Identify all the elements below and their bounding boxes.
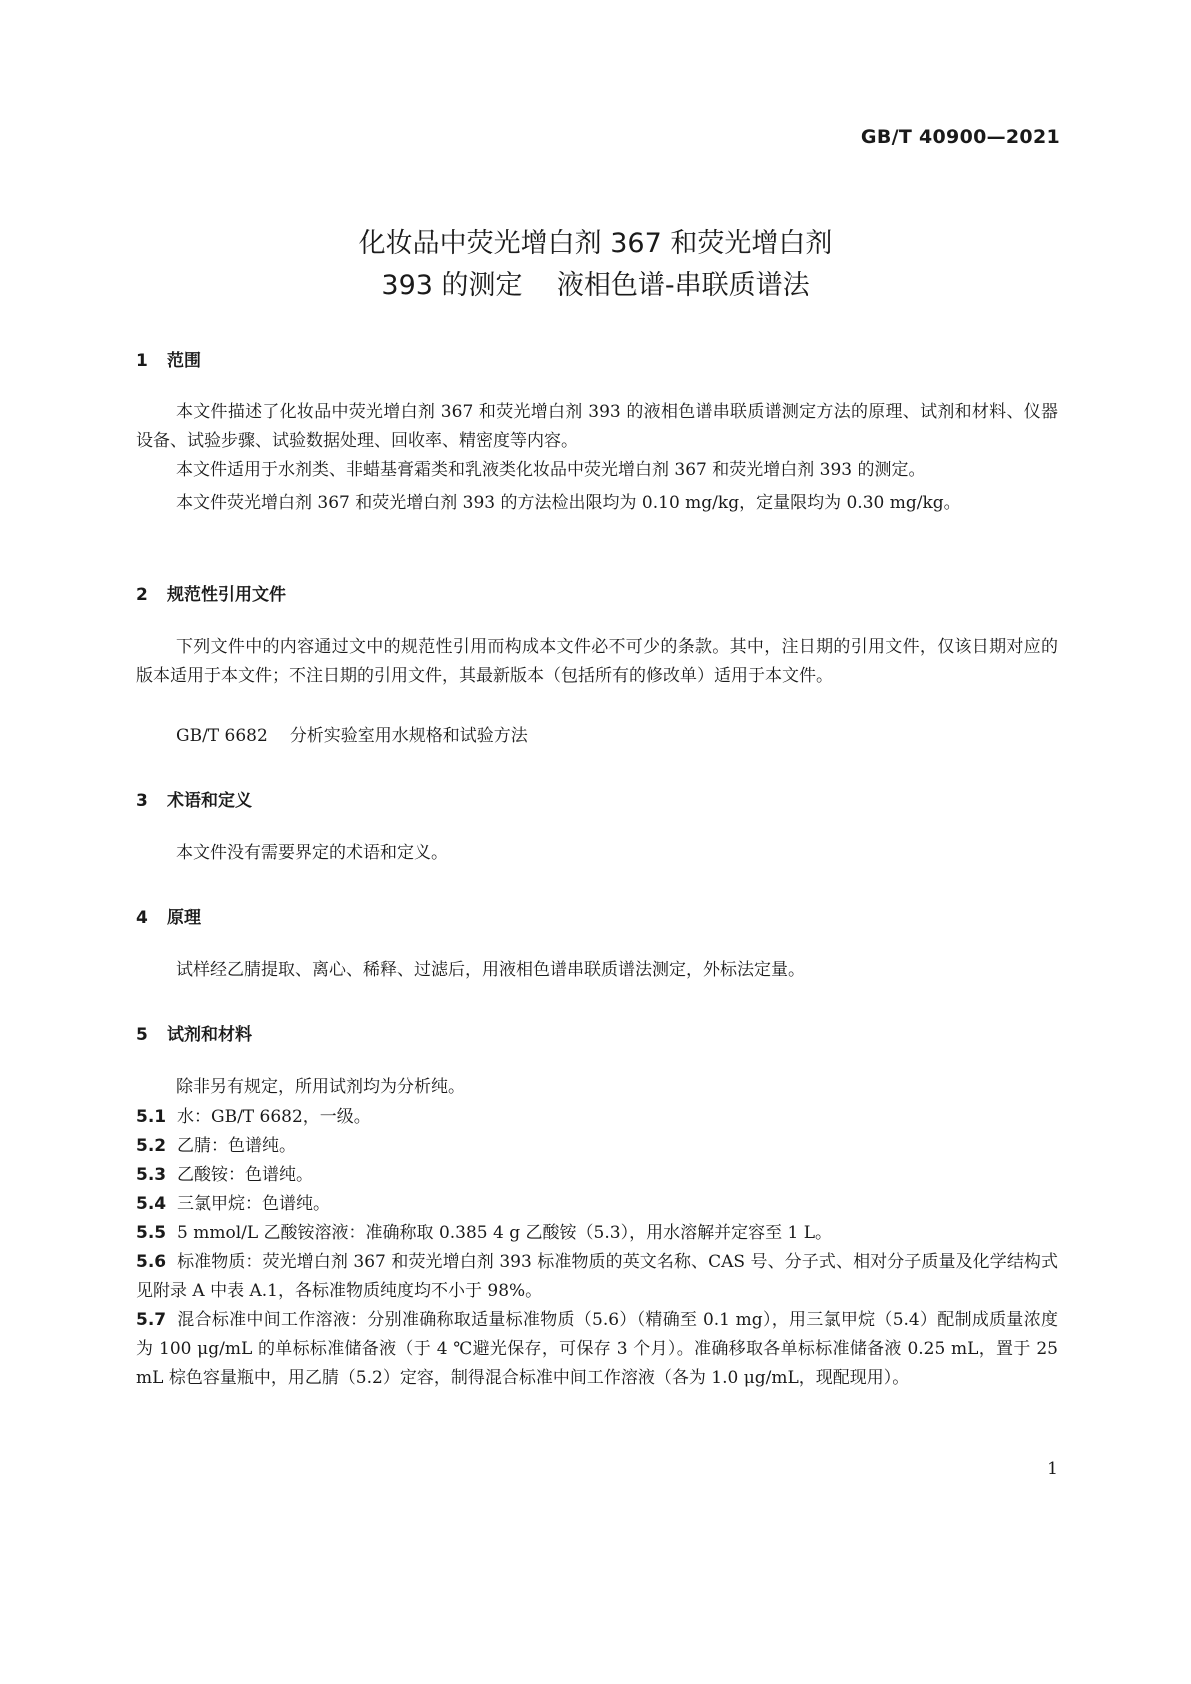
clause-item [136,1306,1058,1393]
clause-item [136,1161,1058,1190]
clause-number: 5.7 [136,1310,167,1330]
section-heading [136,786,252,811]
normative-reference [176,722,528,751]
clause-item [136,1190,1058,1219]
clause-number: 5.2 [136,1136,167,1156]
paragraph: 除非另有规定，所用试剂均为分析纯。 [176,1077,465,1097]
paragraph: 本文件适用于水剂类、非蜡基膏霜类和乳液类化妆品中荧光增白剂 367 和荧光增白剂 393 的测定。 [176,460,926,480]
section-heading [136,346,201,371]
clause-item [136,1248,1058,1306]
clause-number: 5.6 [136,1252,167,1272]
section-heading [136,1020,252,1045]
clause-item [136,1103,1058,1132]
clause-number: 5.5 [136,1223,167,1243]
clause-text: 标准物质：荧光增白剂 367 和荧光增白剂 393 标准物质的英文名称、CAS 号、分子式、相对分子质量及化学结构式见附录 A 中表 A.1，各标准物质纯度均不小于 98%。 [136,1252,1058,1301]
section-number: 3 [136,791,148,811]
clause-text: 混合标准中间工作溶液：分别准确称取适量标准物质（5.6）（精确至 0.1 mg），用三氯甲烷（5.4）配制成质量浓度为 100 μg/mL 的单标标准储备液（于 4 ℃避光保存，可保存 3 个月）。准确移取各单标标准储备液 0.25 mL，置于 25 mL 棕色容量瓶中，用乙腈（5.2）定容，制得混合标准中间工作溶液（各为 1.0 μg/mL，现配现用）。 [136,1310,1058,1388]
section-number: 2 [136,585,148,605]
section-number: 4 [136,908,148,928]
paragraph: 下列文件中的内容通过文中的规范性引用而构成本文件必不可少的条款。其中，注日期的引用文件，仅该日期对应的版本适用于本文件；不注日期的引用文件，其最新版本（包括所有的修改单）适用于本文件。 [136,637,1058,686]
clause-text: 乙酸铵：色谱纯。 [177,1165,313,1185]
clause-number: 5.3 [136,1165,167,1185]
section-number: 5 [136,1025,148,1045]
paragraph: 本文件荧光增白剂 367 和荧光增白剂 393 的方法检出限均为 0.10 mg/kg，定量限均为 0.30 mg/kg。 [176,493,961,513]
clause-number: 5.4 [136,1194,167,1214]
page-number: 1 [1047,1459,1058,1479]
section-title: 范围 [167,351,201,371]
section-heading [136,903,201,928]
clause-item [136,1132,1058,1161]
section-heading [136,580,286,605]
reference-code: GB/T 6682 [176,726,268,746]
section-number: 1 [136,351,148,371]
clause-text: 5 mmol/L 乙酸铵溶液：准确称取 0.385 4 g 乙酸铵（5.3），用水溶解并定容至 1 L。 [177,1223,832,1243]
paragraph: 试样经乙腈提取、离心、稀释、过滤后，用液相色谱串联质谱法测定，外标法定量。 [176,960,805,980]
clause-item [136,1219,1058,1248]
clause-text: 水：GB/T 6682，一级。 [177,1107,371,1127]
section-title: 术语和定义 [167,791,252,811]
section-title: 规范性引用文件 [167,585,286,605]
document-title [0,223,1191,307]
clause-text: 三氯甲烷：色谱纯。 [177,1194,330,1214]
clause-text: 乙腈：色谱纯。 [177,1136,296,1156]
title-line-2: 393 的测定 液相色谱-串联质谱法 [381,270,810,301]
reference-title: 分析实验室用水规格和试验方法 [289,726,528,746]
paragraph: 本文件描述了化妆品中荧光增白剂 367 和荧光增白剂 393 的液相色谱串联质谱测定方法的原理、试剂和材料、仪器设备、试验步骤、试验数据处理、回收率、精密度等内容。 [136,402,1058,451]
title-line-1: 化妆品中荧光增白剂 367 和荧光增白剂 [358,228,833,259]
paragraph: 本文件没有需要界定的术语和定义。 [176,843,448,863]
clause-number: 5.1 [136,1107,167,1127]
standard-number: GB/T 40900—2021 [860,126,1060,148]
section-title: 原理 [167,908,201,928]
section-title: 试剂和材料 [167,1025,252,1045]
